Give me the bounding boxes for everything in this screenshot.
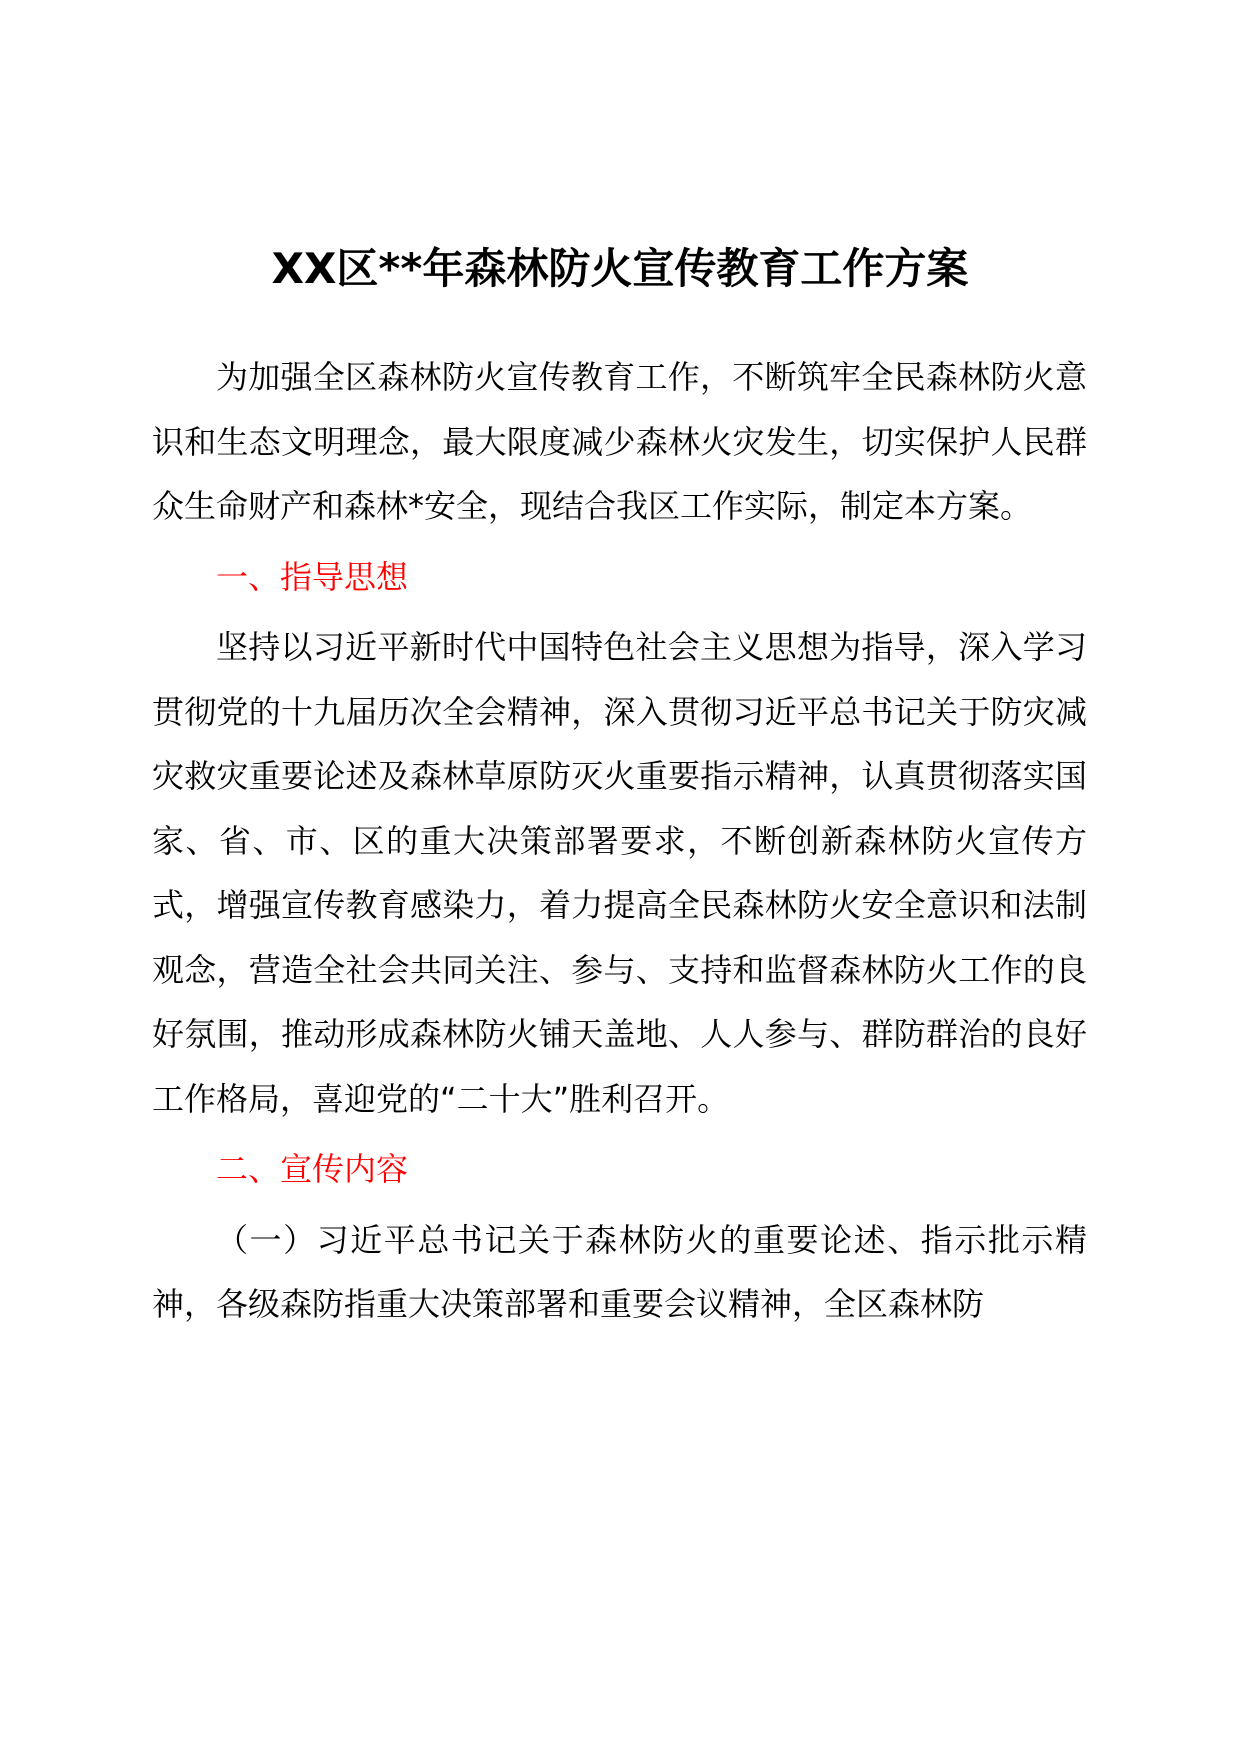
document-title: XX区**年森林防火宣传教育工作方案 (271, 244, 969, 293)
guiding-ideology-paragraph: 坚持以习近平新时代中国特色社会主义思想为指导，深入学习贯彻党的十九届历次全会精神，深入贯彻习近平总书记关于防灾减灾救灾重要论述及森林草原防灭火重要指示精神，认真贯彻落实国家、省、市、区的重大决策部署要求，不断创新森林防火宣传方式，增强宣传教育感染力，着力提高全民森林防火安全意识和法制观念，营造全社会共同关注、参与、支持和监督森林防火工作的良好氛围，推动形成森林防火铺天盖地、人人参与、群防群治的良好工作格局，喜迎党的“二十大”胜利召开。 (152, 628, 1087, 1118)
document-body (152, 345, 1087, 1337)
section-heading-guiding-ideology: 一、指导思想 (216, 557, 409, 596)
publicity-content-paragraph: （一）习近平总书记关于森林防火的重要论述、指示批示精神，各级森防指重大决策部署和重要会议精神，全区森林防 (152, 1220, 1087, 1323)
intro-paragraph: 为加强全区森林防火宣传教育工作，不断筑牢全民森林防火意识和生态文明理念，最大限度减少森林火灾发生，切实保护人民群众生命财产和森林*安全，现结合我区工作实际，制定本方案。 (152, 358, 1087, 525)
section-heading-publicity-content: 二、宣传内容 (216, 1150, 409, 1188)
